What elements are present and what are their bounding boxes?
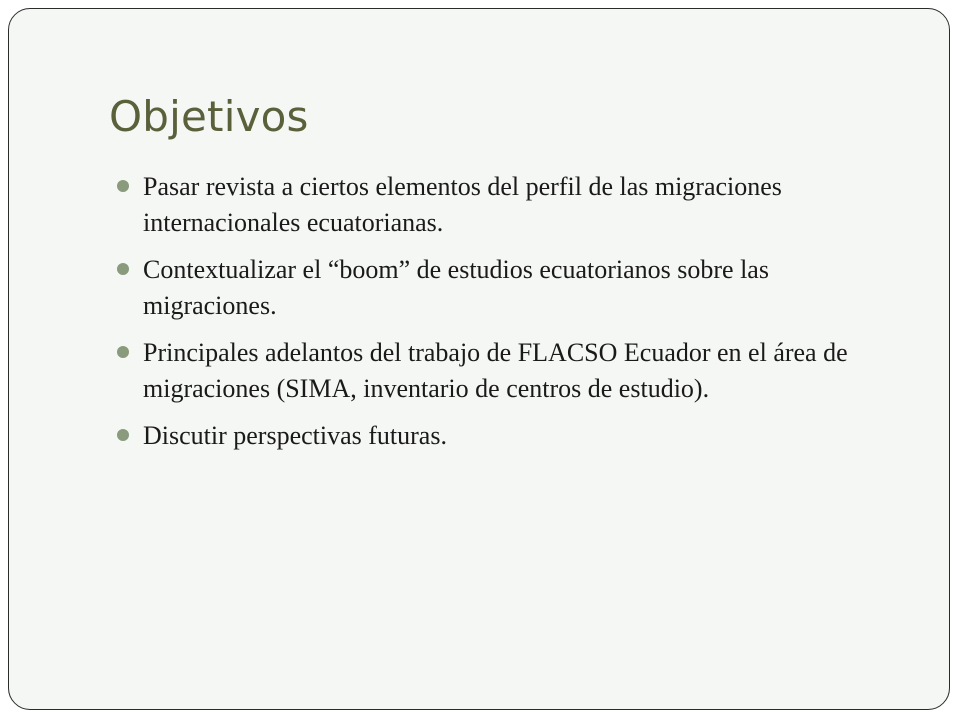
bullet-item: [109, 418, 909, 454]
bullet-text: Contextualizar el “boom” de estudios ecuatorianos sobre las migraciones.: [143, 255, 769, 320]
bullet-item: [109, 169, 909, 241]
slide-title: Objetivos: [109, 92, 309, 141]
bullet-item: [109, 252, 909, 324]
bullet-item: [109, 335, 909, 407]
bullet-dot-icon: [117, 429, 129, 441]
bullet-list: [109, 169, 909, 465]
bullet-dot-icon: [117, 180, 129, 192]
bullet-text: Pasar revista a ciertos elementos del perfil de las migraciones internacionales ecuatorianas.: [143, 172, 782, 237]
bullet-text: Discutir perspectivas futuras.: [143, 421, 447, 450]
bullet-dot-icon: [117, 346, 129, 358]
bullet-dot-icon: [117, 263, 129, 275]
slide: [8, 8, 950, 710]
bullet-text: Principales adelantos del trabajo de FLACSO Ecuador en el área de migraciones (SIMA, inventario de centros de estudio).: [143, 338, 848, 403]
